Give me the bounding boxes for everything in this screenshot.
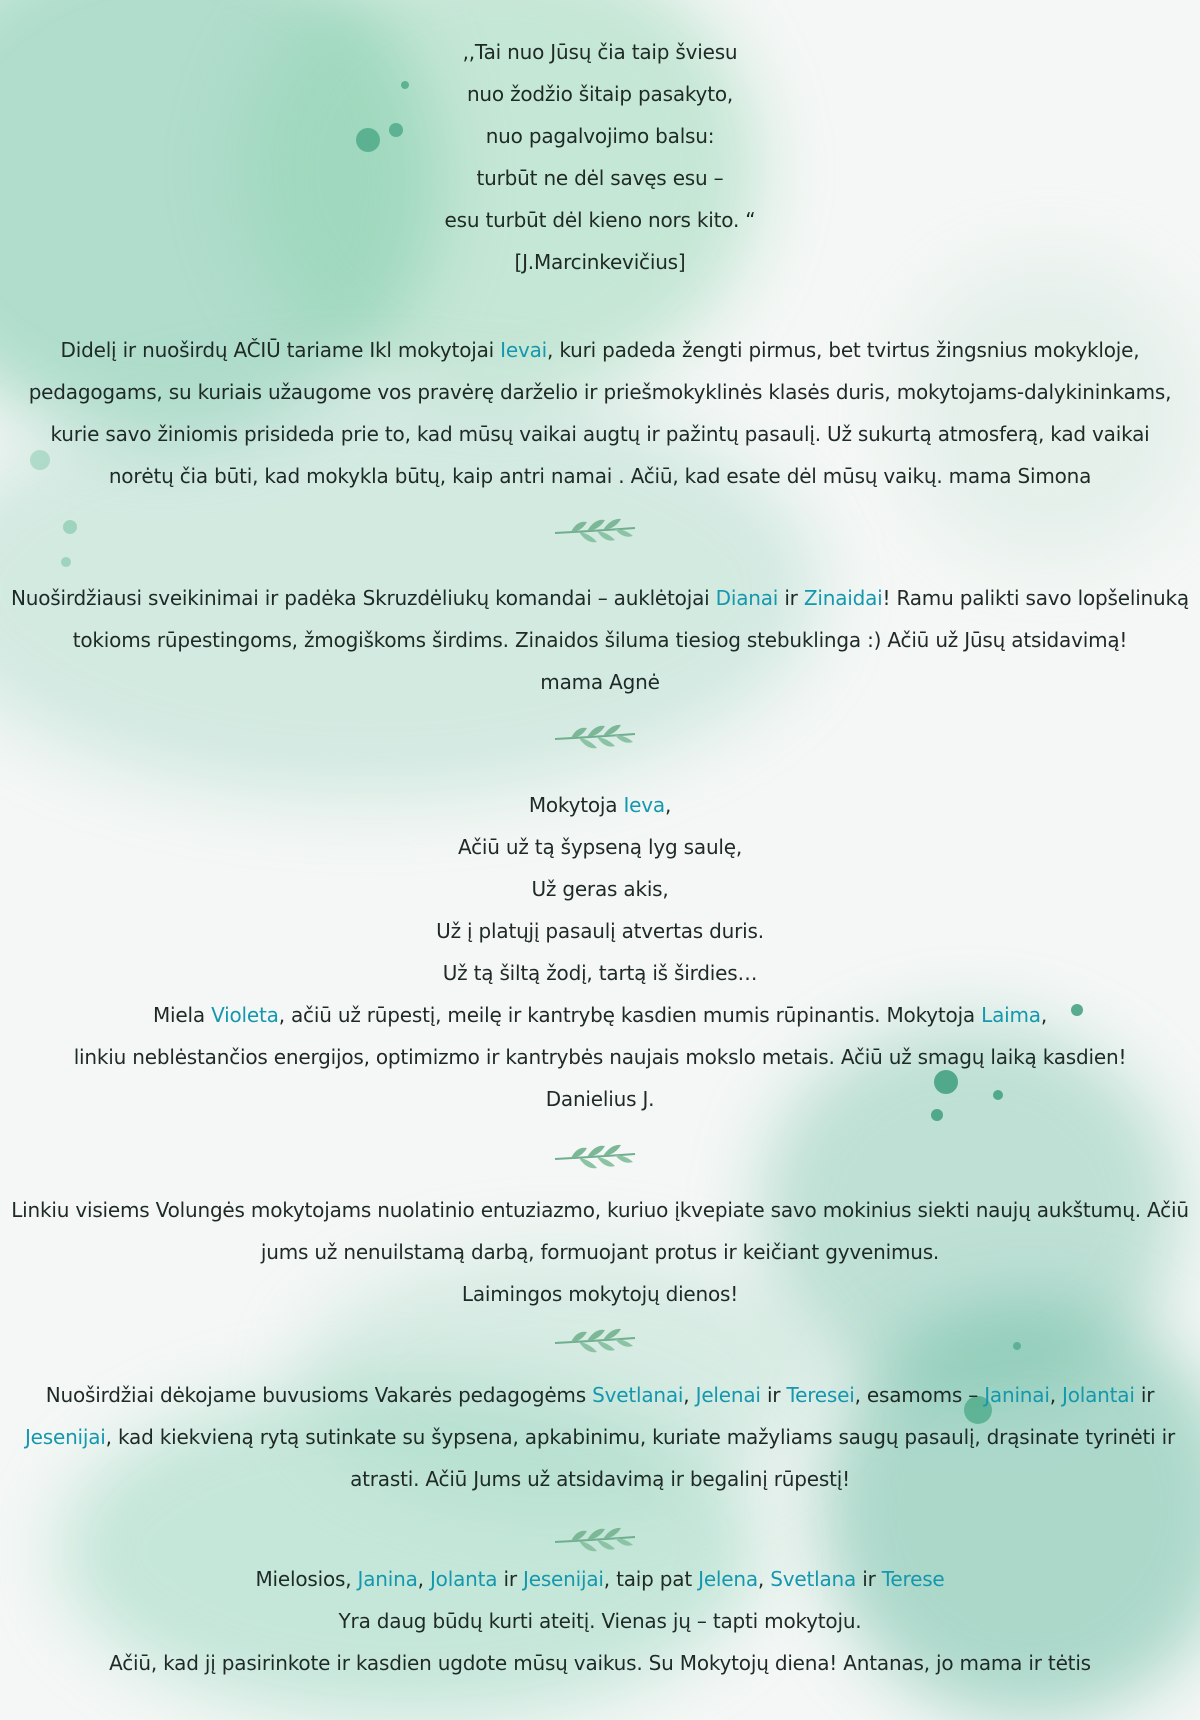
quote-line: nuo pagalvojimo balsu: <box>485 124 715 148</box>
message-4 <box>10 1189 1190 1315</box>
message-signature: Danielius J. <box>545 1087 655 1111</box>
quote-line: nuo žodžio šitaip pasakyto, <box>466 82 734 106</box>
teacher-name: Jelenai <box>695 1383 761 1407</box>
message-line: Jesenijai, kad kiekvieną rytą sutinkate su šypsena, apkabinimu, kuriate mažyliams saugų pasaulį, drąsinate tyrinėti ir <box>24 1425 1176 1449</box>
teacher-name: Dianai <box>715 586 779 610</box>
teacher-name: Jolantai <box>1062 1383 1135 1407</box>
message-6 <box>10 1558 1190 1684</box>
message-line: atrasti. Ačiū Jums už atsidavimą ir begalinį rūpestį! <box>350 1467 850 1491</box>
teacher-name: Violeta <box>211 1003 279 1027</box>
teacher-name: Janinai <box>984 1383 1050 1407</box>
message-line: Ačiū už tą šypseną lyg saulę, <box>457 835 743 859</box>
message-line: Už geras akis, <box>531 877 669 901</box>
teacher-name: Svetlanai <box>592 1383 684 1407</box>
leaf-divider-icon <box>553 1525 637 1555</box>
message-1 <box>10 329 1190 497</box>
message-line: Linkiu visiems Volungės mokytojams nuolatinio entuziazmo, kuriuo įkvepiate savo mokinius siekti naujų aukštumų. Ačiū <box>11 1198 1189 1222</box>
teacher-name: Jolanta <box>429 1567 498 1591</box>
poem-quote <box>10 31 1190 283</box>
message-line: jums už nenuilstamą darbą, formuojant protus ir keičiant gyvenimus. <box>260 1240 940 1264</box>
teacher-name: Terese <box>881 1567 945 1591</box>
message-line: pedagogams, su kuriais užaugome vos pravėrę darželio ir priešmokyklinės klasės duris, mokytojams-dalykininkams, <box>28 380 1172 404</box>
teacher-name: Jesenijai <box>24 1425 106 1449</box>
message-line: Laimingos mokytojų dienos! <box>461 1282 739 1306</box>
message-line: Nuoširdžiausi sveikinimai ir padėka Skruzdėliukų komandai – auklėtojai Dianai ir Zinaidai! Ramu palikti savo lopšelinuką <box>11 586 1189 610</box>
teacher-name: Janina <box>357 1567 418 1591</box>
message-line: Mokytoja Ieva, <box>528 793 672 817</box>
teacher-name: Ieva <box>623 793 665 817</box>
quote-line: turbūt ne dėl savęs esu – <box>476 166 724 190</box>
quote-line: esu turbūt dėl kieno nors kito. “ <box>444 208 756 232</box>
quote-author: [J.Marcinkevičius] <box>514 250 686 274</box>
leaf-divider-icon <box>553 722 637 752</box>
message-line: kurie savo žiniomis prisideda prie to, kad mūsų vaikai augtų ir pažintų pasaulį. Už sukurtą atmosferą, kad vaikai <box>50 422 1150 446</box>
teacher-name: Ievai <box>500 338 548 362</box>
message-line: Už į platųjį pasaulį atvertas duris. <box>436 919 764 943</box>
leaf-divider-icon <box>553 1326 637 1356</box>
message-signature: mama Agnė <box>540 670 660 694</box>
message-line: Didelį ir nuoširdų AČIŪ tariame Ikl mokytojai Ievai, kuri padeda žengti pirmus, bet tvirtus žingsnius mokykloje, <box>60 338 1140 362</box>
message-line: tokioms rūpestingoms, žmogiškoms širdims. Zinaidos šiluma tiesiog stebuklinga :) Ačiū už Jūsų atsidavimą! <box>72 628 1128 652</box>
message-line: Mielosios, Janina, Jolanta ir Jesenijai, taip pat Jelena, Svetlana ir Terese <box>255 1567 945 1591</box>
message-line: linkiu neblėstančios energijos, optimizmo ir kantrybės naujais mokslo metais. Ačiū už smagų laiką kasdien! <box>73 1045 1127 1069</box>
teacher-name: Svetlana <box>770 1567 857 1591</box>
teacher-name: Jelena <box>698 1567 758 1591</box>
message-line: Yra daug būdų kurti ateitį. Vienas jų – tapti mokytoju. <box>338 1609 862 1633</box>
teacher-name: Zinaidai <box>803 586 883 610</box>
message-3 <box>10 784 1190 1120</box>
quote-line: ,,Tai nuo Jūsų čia taip šviesu <box>462 40 738 64</box>
teacher-name: Laima <box>981 1003 1041 1027</box>
message-5 <box>10 1374 1190 1500</box>
message-line: Nuoširdžiai dėkojame buvusioms Vakarės pedagogėms Svetlanai, Jelenai ir Teresei, esamoms – Janinai, Jolantai ir <box>45 1383 1155 1407</box>
message-line: norėtų čia būti, kad mokykla būtų, kaip antri namai . Ačiū, kad esate dėl mūsų vaikų. mama Simona <box>108 464 1092 488</box>
teacher-name: Teresei <box>786 1383 855 1407</box>
message-line: Miela Violeta, ačiū už rūpestį, meilę ir kantrybę kasdien mumis rūpinantis. Mokytoja Laima, <box>152 1003 1048 1027</box>
message-line: Už tą šiltą žodį, tartą iš širdies… <box>442 961 758 985</box>
message-line: Ačiū, kad jį pasirinkote ir kasdien ugdote mūsų vaikus. Su Mokytojų diena! Antanas, jo mama ir tėtis <box>109 1651 1091 1675</box>
message-2 <box>10 577 1190 703</box>
leaf-divider-icon <box>553 1142 637 1172</box>
teacher-name: Jesenijai <box>523 1567 604 1591</box>
leaf-divider-icon <box>553 516 637 546</box>
